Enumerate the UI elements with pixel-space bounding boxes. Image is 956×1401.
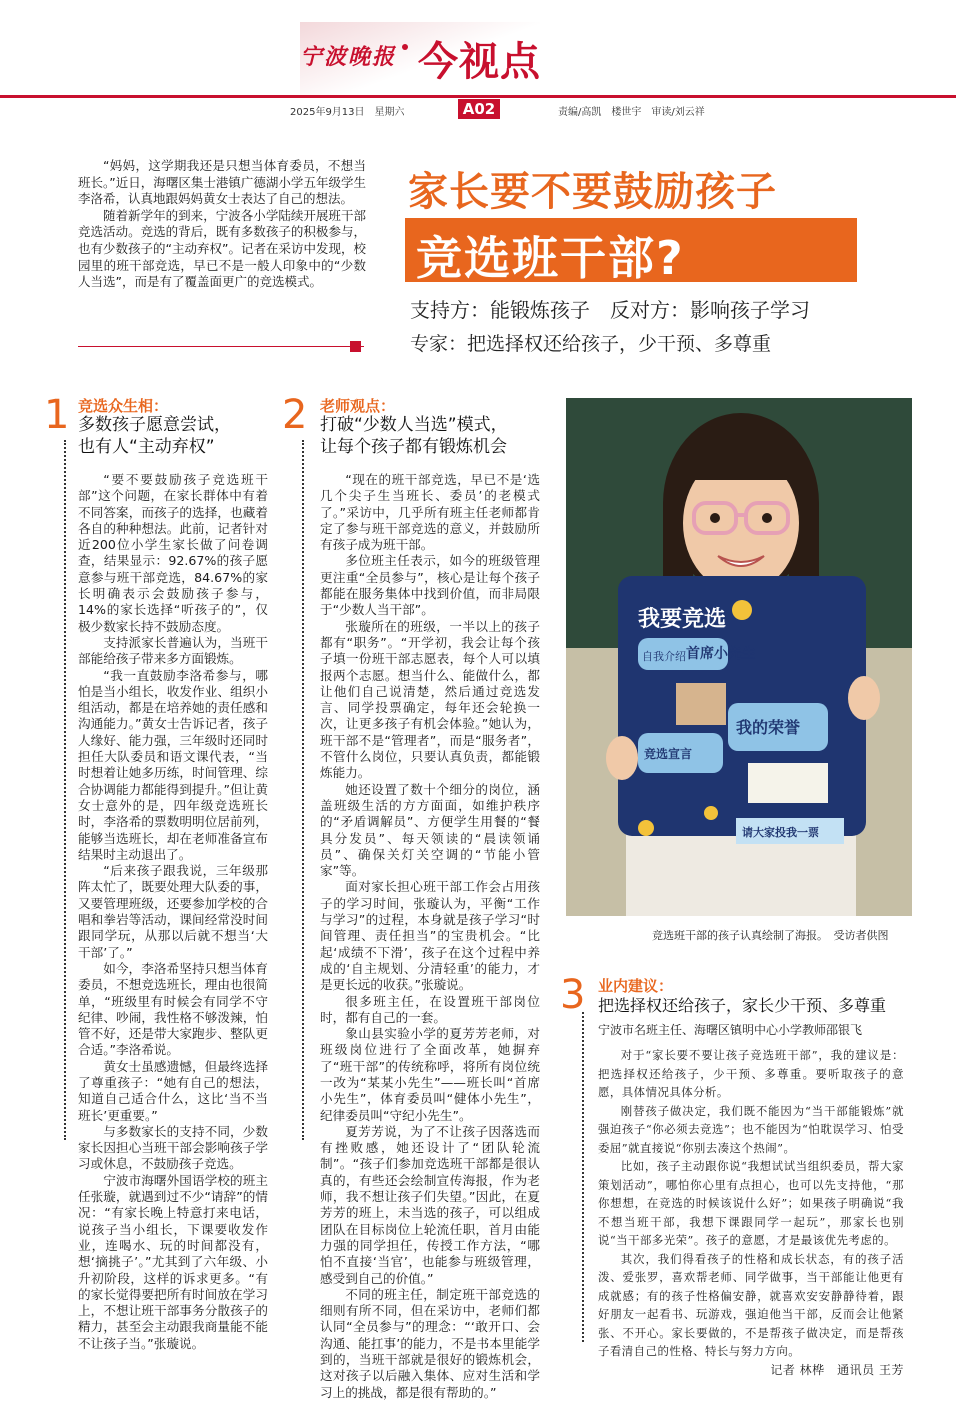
photo-illustration [566, 398, 912, 916]
headline-line-2: 竞选班干部? [416, 231, 685, 285]
poster-honor-label: 我的荣誉 [736, 718, 801, 737]
section-title: 今视点 [418, 39, 541, 85]
body-paragraph: 面对家长担心班干部工作会占用孩子的学习时间，张璇认为，平衡“工作与学习”的过程，本身就是孩子学习“时间管理、责任担当”的宝贵机会。“比起‘成绩不下滑’，孩子在这个过程中养成的‘自主规划、分清轻重’的能力，才是更长远的收获。”张璇说。 [320, 879, 540, 993]
body-paragraph: 象山县实验小学的夏芳芳老师，对班级岗位进行了全面改革，她摒弃了“班干部”的传统称呼，将所有岗位统一改为“某某小先生”——班长叫“首席小先生”，体育委员叫“健体小先生”，纪律委员叫“守纪小先生”。 [320, 1026, 540, 1123]
subheadline: 支持方：能锻炼孩子 反对方：影响孩子学习 [410, 298, 810, 322]
section-2-title-line: 让每个孩子都有锻炼机会 [320, 437, 507, 457]
section-3-dotted-rule [582, 1012, 584, 1342]
news-photo [566, 398, 912, 916]
newspaper-logo: 宁波晚报 [300, 44, 397, 70]
section-1-title-line: 也有人“主动弃权” [78, 437, 215, 457]
body-paragraph: “后来孩子跟我说，三年级那阵太忙了，既要处理大队委的事，又要管理班级，还要参加学校的合唱和拳岩等活动，课间经常没时间跟同学玩，从那以后就不想当‘大干部’了。” [78, 863, 268, 960]
body-paragraph: 黄女士虽感遗憾，但最终选择了尊重孩子：“她有自己的想法，知道自己适合什么，这比‘当不当班长’更重要。” [78, 1058, 268, 1123]
body-paragraph: 与多数家长的支持不同，少数家长因担心当班干部会影响孩子学习或休息，不鼓励孩子竞选。 [78, 1123, 268, 1172]
lead-divider-square [350, 341, 361, 352]
issue-date: 2025年9月13日 星期六 [290, 107, 405, 118]
poster-title: 我要竞选 [638, 607, 727, 632]
photo-caption: 竞选班干部的孩子认真绘制了海报。 受访者供图 [652, 929, 889, 942]
body-paragraph: 支持派家长普遍认为，当班干部能给孩子带来多方面锻炼。 [78, 634, 268, 667]
lead-divider [78, 346, 364, 347]
section-3-number: 3 [560, 972, 586, 1018]
masthead-separator-dot [402, 44, 408, 50]
section-2-dotted-rule [302, 440, 304, 1140]
body-paragraph: 比如，孩子主动跟你说“我想试试当组织委员，帮大家策划活动”，哪怕你心里有点担心，也可以先支持他，“那你想想，在竞选的时候该说什么好”；如果孩子明确说“我不想当班干部，我想下课跟同学一起玩”，那家长也别说“当干部多光荣”。孩子的意愿，才是最该优先考虑的。 [598, 1159, 904, 1247]
section-3-title: 把选择权还给孩子，家长少干预、多尊重 [598, 996, 887, 1015]
expert-subheadline: 专家：把选择权还给孩子，少干预、多尊重 [410, 333, 772, 355]
lead-text [78, 158, 366, 291]
body-paragraph: 不同的班主任，制定班干部竞选的细则有所不同，但在采访中，老师们都认同“全员参与”的理念：“‘敢开口、会沟通、能扛事’的能力，不是书本里能学到的，当班干部就是很好的锻炼机会，这对孩子以后融入集体、应对生活和学习上的挑战，都是很有帮助的。” [320, 1286, 540, 1400]
poster-intro-label: 自我介绍 [642, 650, 686, 663]
body-paragraph: 很多班主任，在设置班干部岗位时，都有自己的一套。 [320, 993, 540, 1025]
poster-role: 首席小先生 [686, 646, 756, 662]
body-paragraph: 如今，李洛希坚持只想当体育委员，不想竞选班长，理由也很简单，“班级里有时候会有同学不守纪律、吵闹，我性格不够泼辣，怕管不好，还是带大家跑步、整队更合适。”李洛希说。 [78, 960, 268, 1058]
body-paragraph: “现在的班干部竞选，早已不是‘选几个尖子生当班长、委员’的老模式了。”采访中，几乎所有班主任老师都肯定了参与班干部竞选的意义，并鼓励所有孩子成为班干部。 [320, 472, 540, 553]
editor-credits: 责编/高凯 楼世宇 审读/刘云祥 [558, 107, 705, 118]
section-2-title-line: 打破“少数人当选”模式， [320, 415, 508, 435]
reporter-signoff: 记者 林桦 通讯员 王芳 [770, 1362, 904, 1377]
body-paragraph: “要不要鼓励孩子竞选班干部”这个问题，在家长群体中有着不同答案，而孩子的选择，也藏着各自的种种想法。此前，记者针对近200位小学生家长做了问卷调查，结果显示：92.67%的孩子愿意参与班干部竞选，84.67%的家长明确表示会鼓励孩子参与，14%的家长选择“听孩子的”，仅极少数家长持不鼓励态度。 [78, 472, 268, 634]
section-2-title [320, 414, 508, 458]
body-paragraph: 夏芳芳说，为了不让孩子因落选而有挫败感，她还设计了“团队轮流制”。“孩子们参加竞选班干部都是很认真的，有些还会绘制宣传海报，作为老师，我不想让孩子们失望。”因此，在夏芳芳的班上，未当选的孩子，可以组成团队在目标岗位上轮流任职，首月由能力强的同学担任，传授工作方法，“哪怕不直接‘当官’，也能参与班级管理，感受到自己的价值。” [320, 1123, 540, 1286]
section-1-title [78, 414, 231, 458]
section-1-title-line: 多数孩子愿意尝试， [78, 415, 231, 435]
headline-line-1: 家长要不要鼓励孩子 [408, 169, 777, 215]
page-number: A02 [458, 99, 500, 119]
body-paragraph: 其次，我们得看孩子的性格和成长状态，有的孩子活泼、爱张罗，喜欢帮老师、同学做事，当干部能让他更有成就感；有的孩子性格偏安静，就喜欢安安静静待着，跟好朋友一起看书、玩游戏，强迫他当干部，反而会让他紧张、不开心。家长要做的，不是帮孩子做决定，而是帮孩子看清自己的性格、特长与努力方向。 [598, 1251, 904, 1358]
body-paragraph: 对于“家长要不要让孩子竞选班干部”，我的建议是：把选择权还给孩子，少干预、多尊重。要听取孩子的意愿，具体情况具体分析。 [598, 1048, 904, 1099]
body-paragraph: 张璇所在的班级，一半以上的孩子都有“职务”。“开学初，我会让每个孩子填一份班干部志愿表，每个人可以填报两个志愿。想当什么、能做什么，都让他们自己说清楚，然后通过竞选发言、同学投票确定，每年还会轮换一次，让更多孩子有机会体验。”她认为，班干部不是“管理者”，而是“服务者”，不管什么岗位，只要认真负责，都能锻炼能力。 [320, 618, 540, 781]
section-2-kicker: 老师观点： [320, 397, 396, 415]
section-2-body [320, 472, 540, 1401]
masthead-rule [0, 95, 956, 98]
section-1-kicker: 竞选众生相： [78, 397, 169, 415]
poster-vote-label: 请大家投我一票 [742, 826, 819, 839]
lead-paragraph: 随着新学年的到来，宁波各小学陆续开展班干部竞选活动。竞选的背后，既有多数孩子的积极参与，也有少数孩子的“主动弃权”。记者在采访中发现，校园里的班干部竞选，早已不是一般人印象中的“少数人当选”，而是有了覆盖面更广的竞选模式。 [78, 207, 366, 290]
section-1-body [78, 472, 268, 1352]
body-paragraph: 宁波市海曙外国语学校的班主任张璇，就遇到过不少“请辞”的情况：“有家长晚上特意打来电话，说孩子当小组长，下课要收发作业，连喝水、玩的时间都没有，想‘摘挑子’。”尤其到了六年级、小升初阶段，这样的诉求更多。“有的家长觉得要把所有时间放在学习上，不想让班干部事务分散孩子的精力，甚至会主动跟我商量能不能不让孩子当。”张璇说。 [78, 1172, 268, 1351]
poster-speech-label: 竞选宣言 [644, 747, 693, 761]
section-3-byline: 宁波市名班主任、海曙区镇明中心小学教师邵银飞 [598, 1023, 863, 1037]
section-3-kicker: 业内建议： [598, 977, 674, 995]
body-paragraph: 刚替孩子做决定，我们既不能因为“当干部能锻炼”就强迫孩子“你必须去竞选”；也不能因为“怕耽误学习、怕受委屈”就直接说“你别去凑这个热闹”。 [598, 1103, 904, 1155]
section-2-number: 2 [282, 392, 308, 438]
section-1-dotted-rule [64, 440, 66, 1140]
body-paragraph: “我一直鼓励李洛希参与，哪怕是当小组长，收发作业、组织小组活动，都是在培养她的责任感和沟通能力。”黄女士告诉记者，孩子人缘好、能力强，三年级时还同时担任大队委员和语文课代表，“当时想着让她多历练，时间管理、综合协调能力都能得到提升。”但让黄女士意外的是，四年级竞选班长时，李洛希的票数明明位居前列，能够当选班长，却在老师准备宣布结果时主动退出了。 [78, 667, 268, 862]
body-paragraph: 多位班主任表示，如今的班级管理更注重“全员参与”，核心是让每个孩子都能在服务集体中找到价值，而非局限于“少数人当干部”。 [320, 553, 540, 618]
section-1-number: 1 [44, 392, 70, 438]
section-3-body [598, 1046, 904, 1379]
lead-paragraph: “妈妈，这学期我还是只想当体育委员，不想当班长。”近日，海曙区集士港镇广德湖小学五年级学生李洛希，认真地跟妈妈黄女士表达了自己的想法。 [78, 158, 366, 207]
body-paragraph: 她还设置了数十个细分的岗位，涵盖班级生活的方方面面，如维护秩序的“矛盾调解员”、方便学生用餐的“餐具分发员”、每天领读的“晨读领诵员”、确保关灯关空调的“节能小管家”等。 [320, 781, 540, 879]
